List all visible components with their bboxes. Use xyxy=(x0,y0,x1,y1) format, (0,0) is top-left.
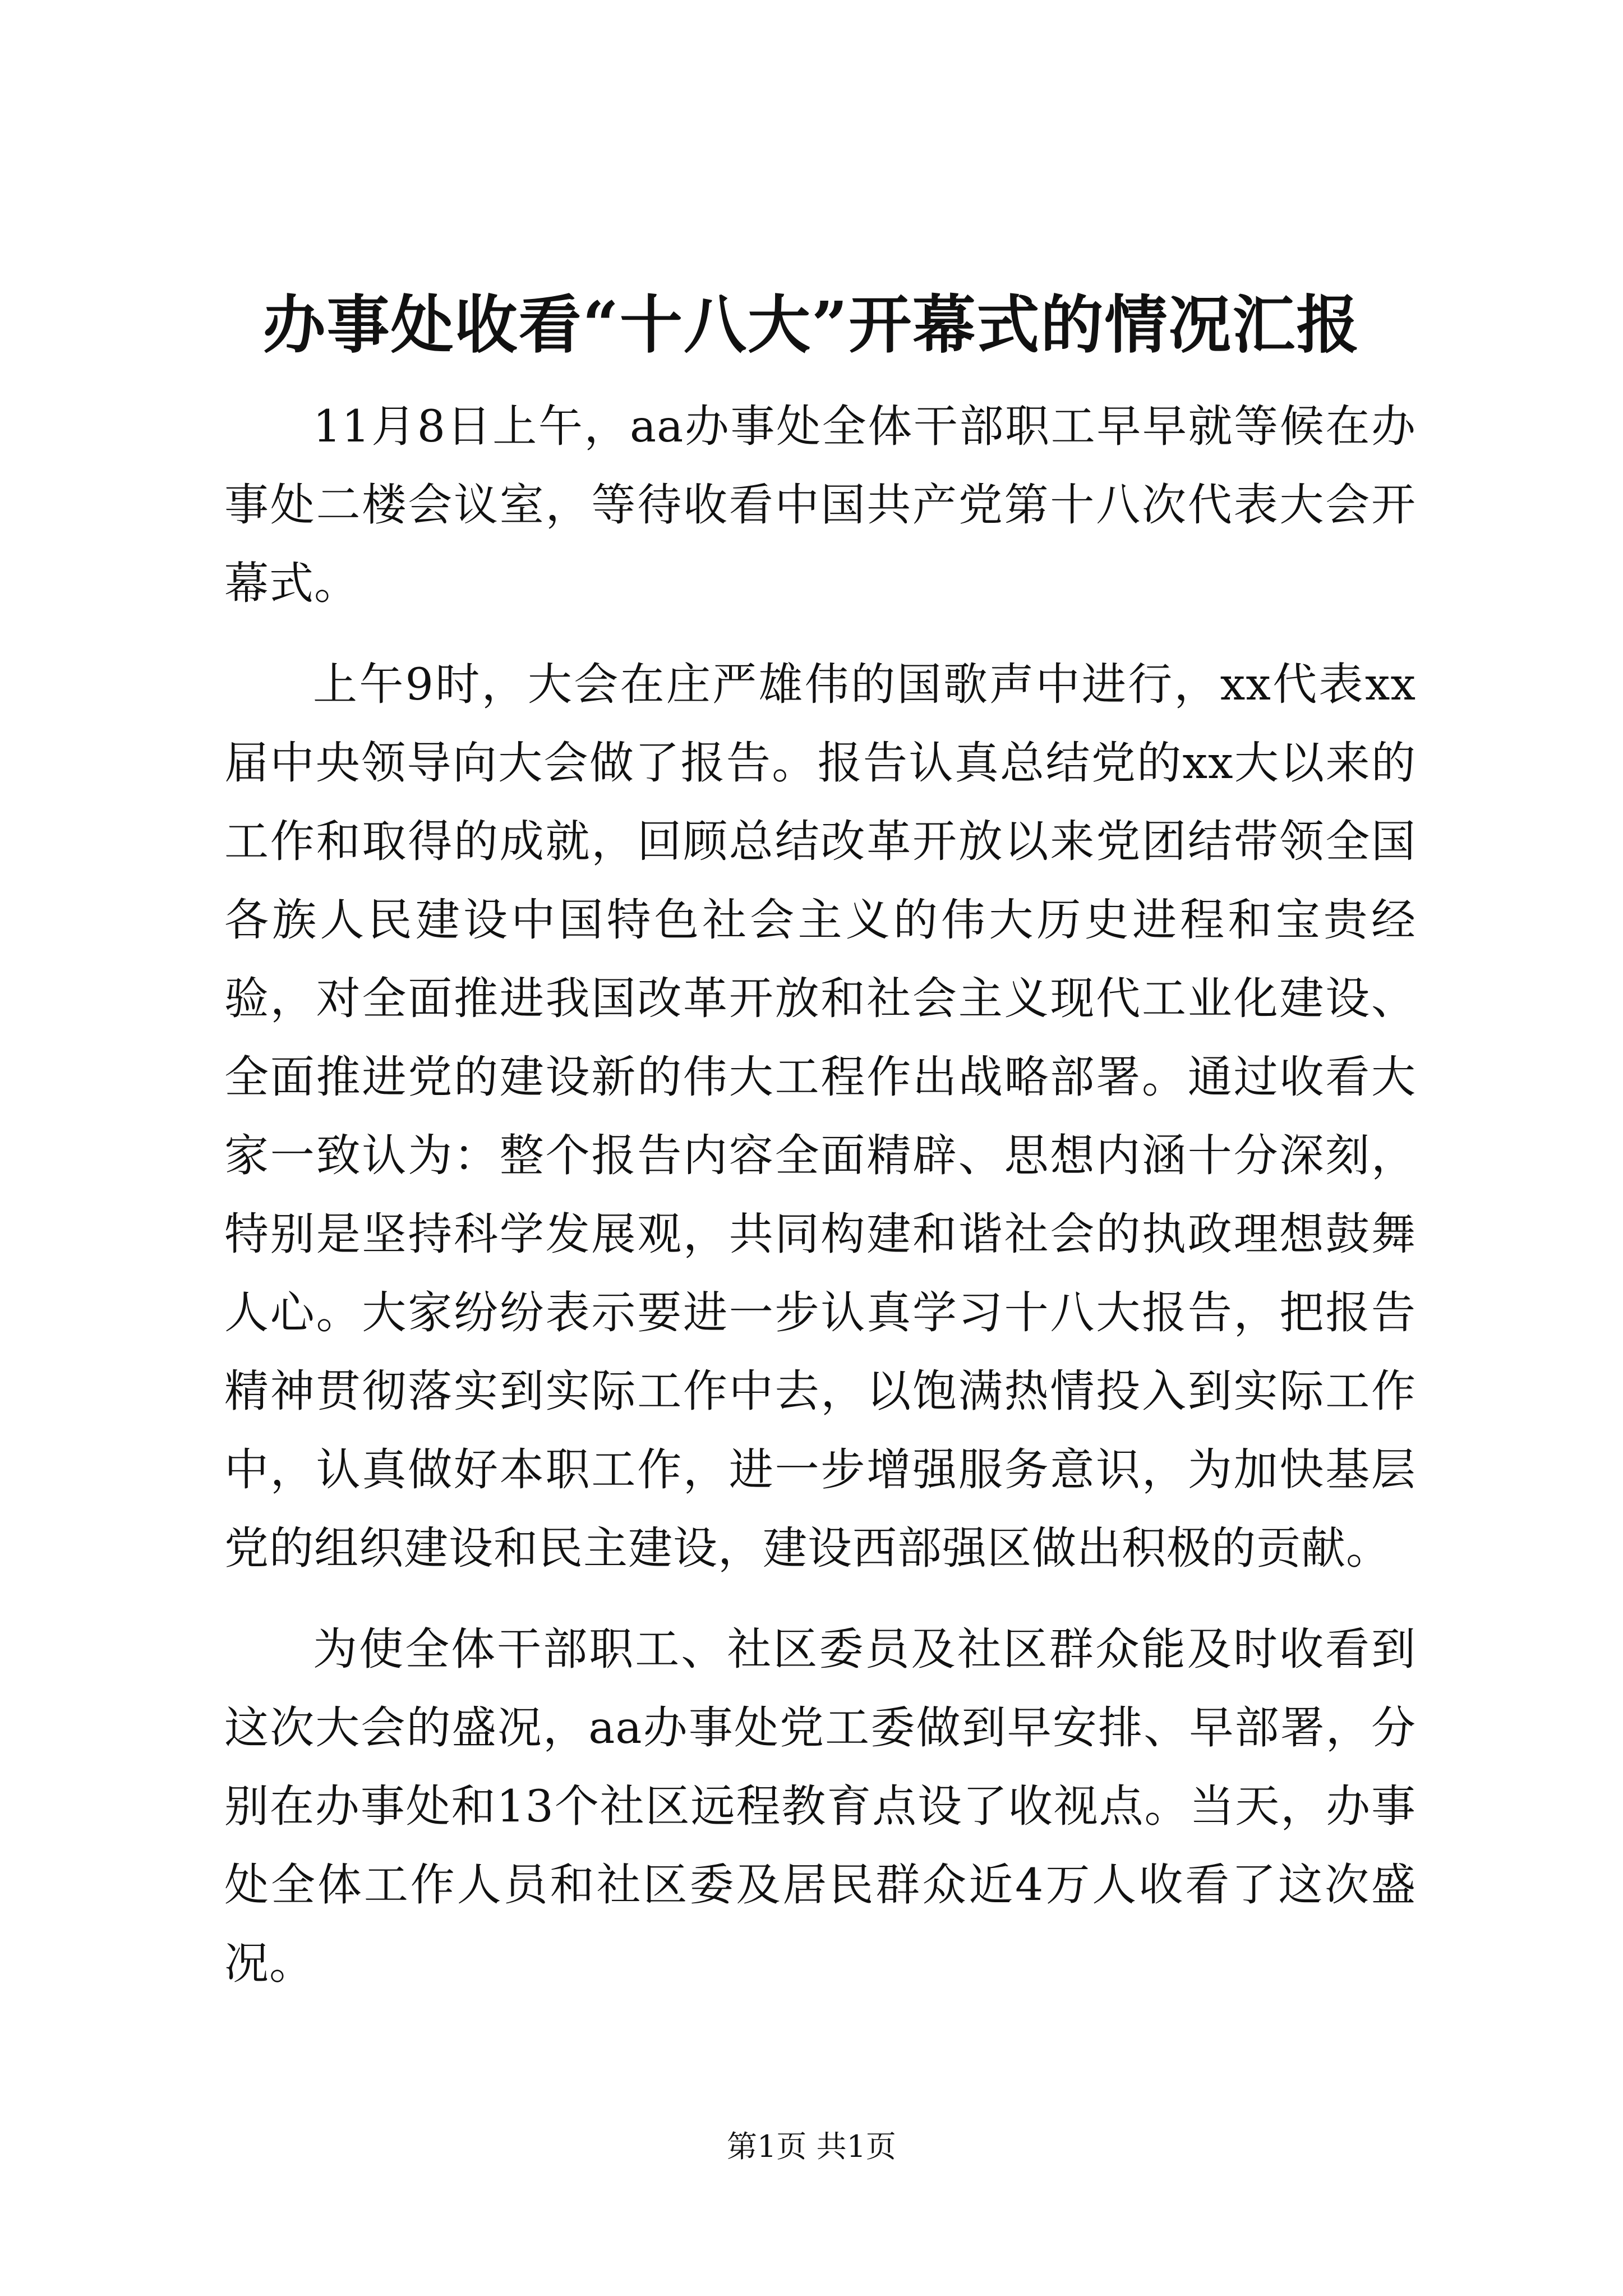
paragraph-3: 为使全体干部职工、社区委员及社区群众能及时收看到这次大会的盛况，aa办事处党工委做到早安排、早部署，分别在办事处和13个社区远程教育点设了收视点。当天，办事处全体工作人员和社区委及居民群众近4万人收看了这次盛况。 xyxy=(224,1623,1416,1989)
document-body xyxy=(224,387,1416,2003)
document-title: 办事处收看“十八大”开幕式的情况汇报 xyxy=(262,288,1361,362)
paragraph-1: 11月8日上午，aa办事处全体干部职工早早就等候在办事处二楼会议室，等待收看中国共产党第十八次代表大会开幕式。 xyxy=(224,401,1416,609)
paragraph-2: 上午9时，大会在庄严雄伟的国歌声中进行，xx代表xx届中央领导向大会做了报告。报告认真总结党的xx大以来的工作和取得的成就，回顾总结改革开放以来党团结带领全国各族人民建设中国特色社会主义的伟大历史进程和宝贵经验，对全面推进我国改革开放和社会主义现代工业化建设、全面推进党的建设新的伟大工程作出战略部署。通过收看大家一致认为：整个报告内容全面精辟、思想内涵十分深刻，特别是坚持科学发展观，共同构建和谐社会的执政理想鼓舞人心。大家纷纷表示要进一步认真学习十八大报告，把报告精神贯彻落实到实际工作中去，以饱满热情投入到实际工作中，认真做好本职工作，进一步增强服务意识，为加快基层党的组织建设和民主建设，建设西部强区做出积极的贡献。 xyxy=(224,659,1416,1574)
page-number-footer: 第1页 共1页 xyxy=(727,2129,896,2164)
